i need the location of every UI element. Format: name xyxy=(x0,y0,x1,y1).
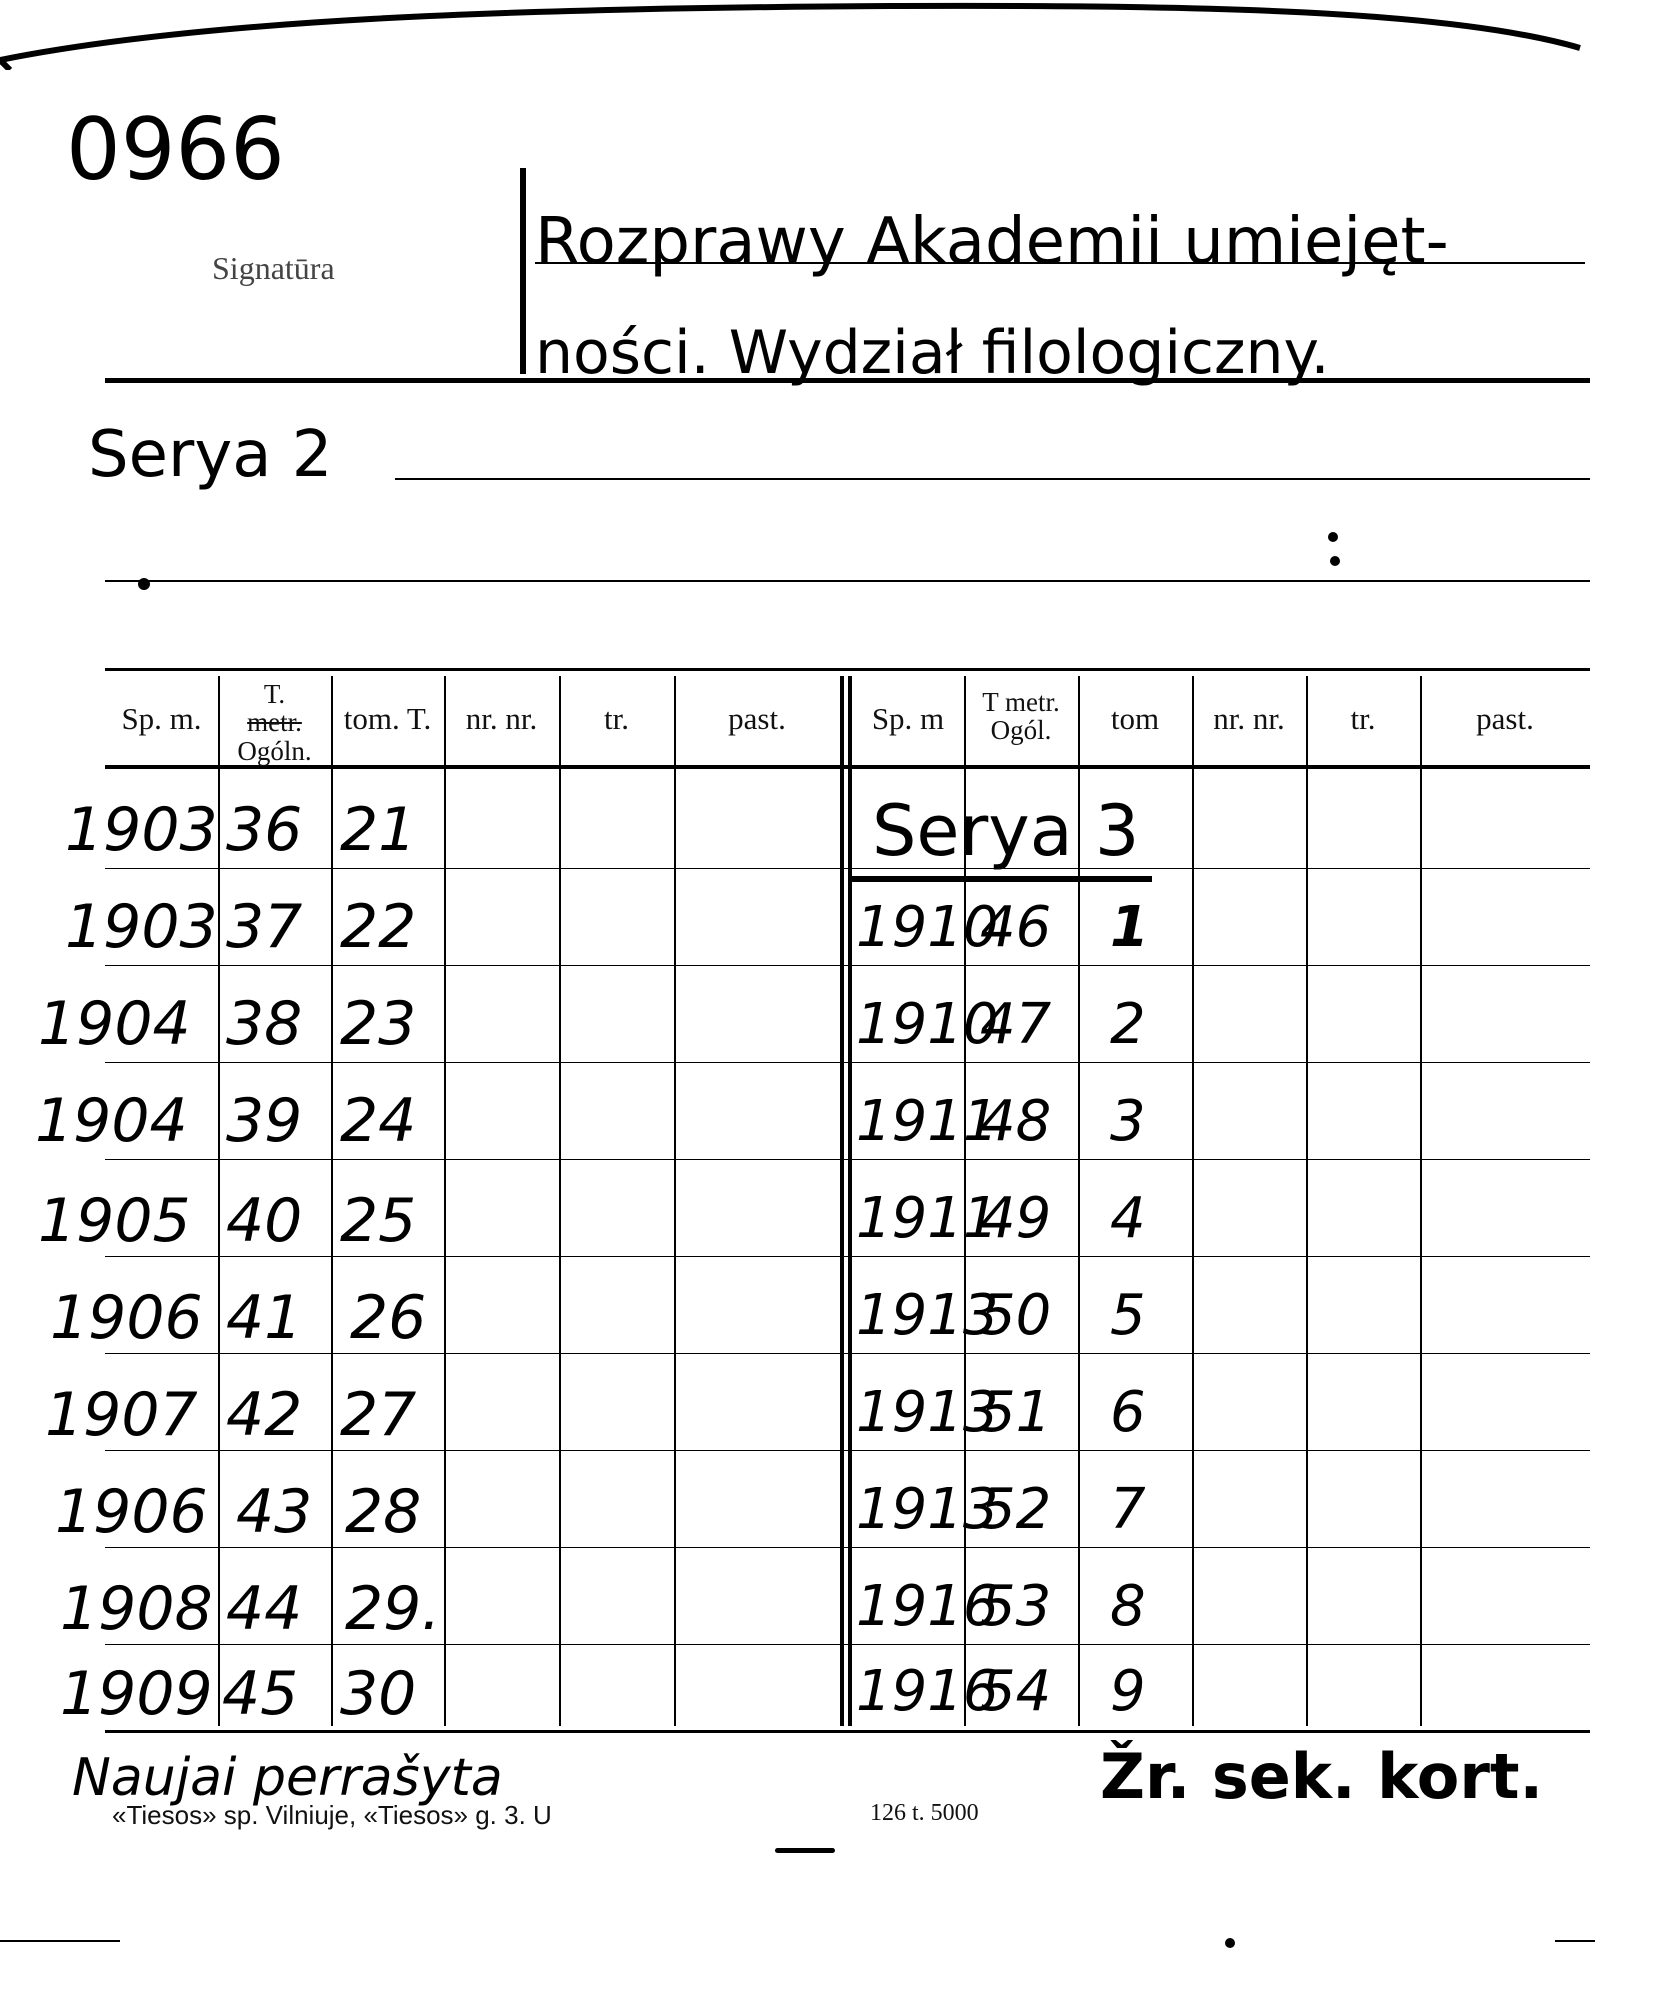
row-year: 1903 xyxy=(65,795,218,865)
title-rule-1 xyxy=(535,262,1585,264)
ink-mark xyxy=(775,1848,835,1853)
row-metr-right: 54 xyxy=(980,1659,1052,1724)
row-metr: 45 xyxy=(222,1659,299,1729)
row-tom-right: 5 xyxy=(1110,1283,1146,1348)
row-tom: 21 xyxy=(340,795,417,865)
header-top-text: T. xyxy=(263,679,286,709)
row-metr-right: 51 xyxy=(980,1380,1052,1445)
row-tom-right: 2 xyxy=(1110,992,1146,1057)
col-header-tr-right: tr. xyxy=(1350,701,1376,736)
row-year: 1909 xyxy=(60,1659,213,1729)
col-header-sp-m: Sp. m. xyxy=(121,701,202,736)
col-header-metr xyxy=(218,680,331,765)
footer-handwritten-right: Žr. sek. kort. xyxy=(1100,1740,1544,1813)
row-year-right: 1910 xyxy=(856,992,999,1057)
row-year-right: 1911 xyxy=(856,1089,999,1154)
title-divider xyxy=(520,168,526,374)
row-metr: 42 xyxy=(226,1380,303,1450)
row-metr: 39 xyxy=(226,1086,303,1156)
blank-rule xyxy=(105,580,1590,582)
row-year: 1905 xyxy=(38,1186,191,1256)
center-double-line xyxy=(840,676,844,1726)
call-number: 0966 xyxy=(66,100,285,200)
col-line xyxy=(1192,676,1194,1726)
title-rule-2 xyxy=(105,378,1590,383)
row-year-right: 1910 xyxy=(856,895,999,960)
row-metr-right: 52 xyxy=(980,1477,1052,1542)
center-double-line xyxy=(848,676,852,1726)
col-header-tom-right: tom xyxy=(1110,701,1160,736)
row-year: 1904 xyxy=(38,989,191,1059)
series-left-label: Serya 2 xyxy=(88,418,333,492)
row-metr: 40 xyxy=(226,1186,303,1256)
col-line xyxy=(1306,676,1308,1726)
row-tom-right: 1 xyxy=(1110,895,1149,960)
row-metr: 44 xyxy=(226,1574,303,1644)
series-rule xyxy=(395,478,1590,480)
footer-handwritten-left: Naujai perrašyta xyxy=(72,1748,503,1808)
row-metr-right: 47 xyxy=(980,992,1052,1057)
col-line xyxy=(559,676,561,1726)
row-year: 1904 xyxy=(35,1086,188,1156)
row-year: 1906 xyxy=(50,1283,203,1353)
row-rule xyxy=(105,1644,1590,1645)
row-tom: 29. xyxy=(345,1574,441,1644)
row-tom-right: 7 xyxy=(1110,1477,1146,1542)
edge-mark xyxy=(1555,1940,1595,1942)
row-year-right: 1916 xyxy=(856,1659,999,1724)
row-metr: 36 xyxy=(226,795,303,865)
header-sub-text: Ogóln. xyxy=(237,735,312,766)
row-year: 1908 xyxy=(60,1574,213,1644)
row-year-right: 1913 xyxy=(856,1477,999,1542)
row-rule xyxy=(105,1547,1590,1548)
row-year-right: 1913 xyxy=(856,1380,999,1445)
row-tom-right: 3 xyxy=(1110,1089,1146,1154)
signature-label: Signatūra xyxy=(212,250,335,286)
ink-dot xyxy=(1330,556,1340,566)
row-rule xyxy=(105,1353,1590,1354)
row-metr: 38 xyxy=(226,989,303,1059)
col-header-tom: tom. T. xyxy=(343,701,432,736)
col-header-metr-right: T metr. Ogól. xyxy=(982,687,1060,746)
header-main-text: metr. xyxy=(247,707,302,738)
col-line xyxy=(1420,676,1422,1726)
row-tom: 24 xyxy=(340,1086,417,1156)
row-tom-right: 4 xyxy=(1110,1186,1146,1251)
row-year: 1906 xyxy=(55,1477,208,1547)
row-tom-right: 8 xyxy=(1110,1574,1146,1639)
row-metr-right: 48 xyxy=(980,1089,1052,1154)
ink-dot xyxy=(138,578,150,590)
row-metr-right: 50 xyxy=(980,1283,1052,1348)
col-line xyxy=(331,676,333,1726)
row-tom: 23 xyxy=(340,989,417,1059)
ink-dot xyxy=(1225,1938,1235,1948)
col-line xyxy=(674,676,676,1726)
row-rule xyxy=(105,868,1590,869)
row-metr: 41 xyxy=(226,1283,303,1353)
col-header-tr: tr. xyxy=(604,701,629,736)
row-year-right: 1916 xyxy=(856,1574,999,1639)
series-right-label: Serya 3 xyxy=(872,790,1140,872)
row-year-right: 1911 xyxy=(856,1186,999,1251)
row-rule xyxy=(105,965,1590,966)
row-rule xyxy=(105,1450,1590,1451)
row-tom: 27 xyxy=(340,1380,417,1450)
row-metr: 37 xyxy=(226,892,303,962)
row-tom: 25 xyxy=(340,1186,417,1256)
row-metr: 43 xyxy=(236,1477,313,1547)
col-line xyxy=(218,676,220,1726)
col-header-past-right: past. xyxy=(1476,701,1534,736)
row-year: 1903 xyxy=(65,892,218,962)
row-metr-right: 49 xyxy=(980,1186,1052,1251)
table-bottom-rule xyxy=(105,1730,1590,1733)
row-metr-right: 53 xyxy=(980,1574,1052,1639)
row-tom: 26 xyxy=(350,1283,427,1353)
row-tom-right: 6 xyxy=(1110,1380,1146,1445)
table-top-rule xyxy=(105,668,1590,671)
row-metr-right: 46 xyxy=(980,895,1052,960)
col-line xyxy=(444,676,446,1726)
row-tom: 28 xyxy=(345,1477,422,1547)
series-right-underline xyxy=(852,876,1152,882)
col-header-past: past. xyxy=(728,701,786,736)
title-line-1: Rozprawy Akademii umiejęt- xyxy=(535,205,1449,279)
title-line-2: ności. Wydział filologiczny. xyxy=(535,318,1330,388)
row-rule xyxy=(105,1062,1590,1063)
edge-mark xyxy=(0,1940,120,1942)
card-top-edge xyxy=(0,0,1653,70)
row-rule xyxy=(105,1159,1590,1160)
row-tom: 22 xyxy=(340,892,417,962)
row-tom-right: 9 xyxy=(1110,1659,1146,1724)
footer-print-run: 126 t. 5000 xyxy=(870,1800,979,1826)
col-header-sp-m-right: Sp. m xyxy=(871,701,945,736)
col-header-nr-right: nr. nr. xyxy=(1213,701,1285,736)
row-tom: 30 xyxy=(340,1659,417,1729)
footer-printer: «Tiesos» sp. Vilniuje, «Tiesos» g. 3. U xyxy=(112,1800,552,1830)
row-year-right: 1913 xyxy=(856,1283,999,1348)
ink-dot xyxy=(1328,532,1338,542)
col-header-nr: nr. nr. xyxy=(465,701,538,736)
row-year: 1907 xyxy=(45,1380,198,1450)
row-rule xyxy=(105,1256,1590,1257)
